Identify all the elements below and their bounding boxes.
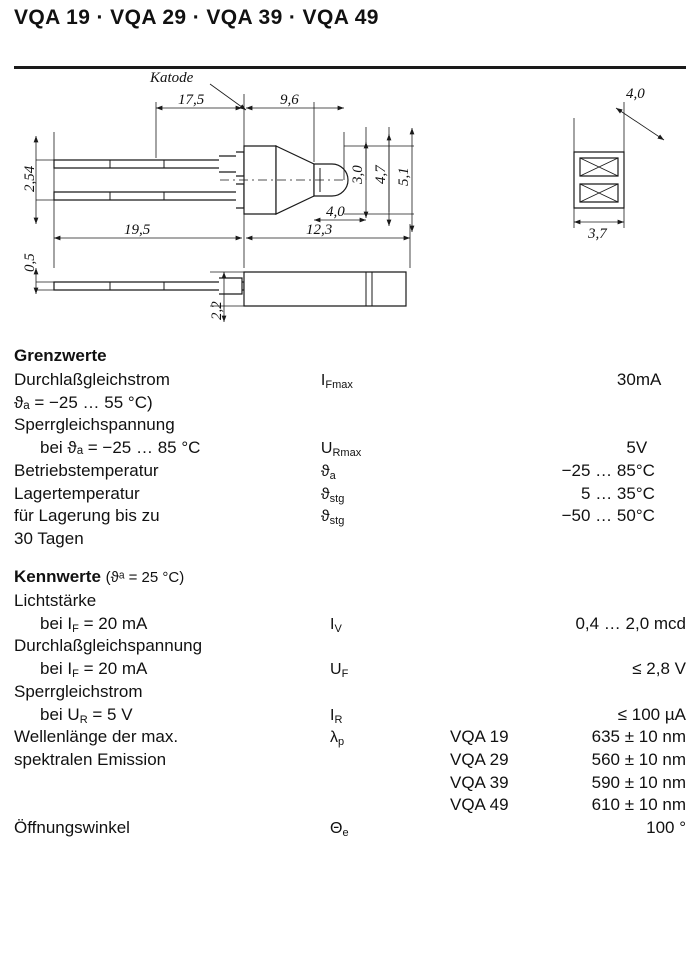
- row-label: bei $I_F = 20$ mA: [40, 613, 148, 635]
- device-type: VQA 39: [450, 772, 509, 792]
- table-row: [14, 528, 686, 551]
- row-symbol: $I_R$: [330, 706, 343, 726]
- grenzwerte-heading: Grenzwerte: [14, 346, 107, 365]
- row-value: 0,4 … 2,0 mcd: [575, 613, 686, 633]
- row-label: Durchlaßgleichstrom: [14, 370, 170, 389]
- row-label: ϑₐ = −25 … 55 °C): [14, 392, 153, 412]
- row-symbol: $ϑ_a$: [320, 462, 336, 482]
- katode-label: Katode: [150, 72, 194, 86]
- dim-19-5: 19,5: [124, 222, 151, 238]
- table-row: [14, 704, 686, 727]
- kennwerte-heading: [14, 567, 686, 587]
- table-row: [14, 590, 686, 613]
- dim-17-5: 17,5: [178, 92, 205, 108]
- page-title: VQA 19 · VQA 29 · VQA 39 · VQA 49: [14, 6, 379, 29]
- device-type: VQA 29: [450, 750, 509, 770]
- row-value: ≤ 2,8 V: [632, 659, 686, 679]
- row-label: spektralen Emission: [14, 750, 167, 770]
- kennwerte-heading-text: Kennwerte: [14, 566, 101, 586]
- table-row: [14, 414, 686, 437]
- table-row: [14, 749, 686, 772]
- table-row: [14, 681, 686, 704]
- kennwerte-table: [14, 590, 686, 840]
- table-row: [14, 369, 686, 392]
- table-row: [14, 460, 686, 483]
- row-label: Durchlaßgleichspannung: [14, 636, 203, 656]
- row-value: 590 ± 10 nm: [591, 772, 686, 792]
- device-type: VQA 49: [450, 795, 509, 815]
- kennwerte-heading-condition: (ϑᵃ = 25 °C): [105, 568, 185, 586]
- table-row: [14, 505, 686, 528]
- row-label: bei $I_F = 20$ mA: [40, 659, 148, 681]
- table-row: [14, 817, 686, 840]
- row-symbol: $\Theta_e$: [330, 820, 349, 840]
- row-unit: mA: [635, 370, 662, 389]
- dim-5-1: 5,1: [396, 167, 412, 186]
- dim-3-0: 3,0: [350, 165, 366, 184]
- dim-4-7: 4,7: [373, 165, 389, 184]
- row-label: 30 Tagen: [14, 529, 84, 549]
- dim-3-7: 3,7: [588, 226, 607, 242]
- row-symbol: $ϑ_{stg}$: [320, 485, 345, 505]
- dim-2-54: 2,54: [22, 165, 38, 192]
- component-drawing: [14, 72, 686, 334]
- row-label: Sperrgleichstrom: [14, 681, 143, 701]
- table-row: [14, 772, 686, 795]
- row-symbol: $ϑ_{stg}$: [320, 508, 345, 528]
- row-label: Betriebstemperatur: [14, 460, 159, 480]
- table-row: [14, 392, 686, 415]
- row-value: −50 … 50: [561, 506, 636, 526]
- row-value: 635 ± 10 nm: [591, 727, 686, 747]
- dim-4-0-top: 4,0: [626, 86, 645, 102]
- row-label: bei $U_R = 5$ V: [40, 704, 133, 726]
- specifications: [14, 346, 686, 840]
- row-label: bei ϑₐ = −25 … 85 °C: [40, 438, 201, 458]
- row-value: −25 … 85: [561, 460, 636, 480]
- row-value: 5: [626, 438, 636, 458]
- row-label: Öffnungswinkel: [14, 818, 130, 838]
- row-symbol: $\lambda_p$: [330, 729, 345, 749]
- row-value: 610 ± 10 nm: [591, 795, 686, 815]
- row-unit: °C: [635, 460, 655, 480]
- dim-12-3: 12,3: [306, 222, 333, 238]
- row-symbol: $I_V$: [330, 615, 342, 635]
- row-value: 5 … 35: [581, 483, 636, 503]
- row-label: Lichtstärke: [14, 590, 97, 610]
- table-row: [14, 613, 686, 636]
- dim-0-5: 0,5: [22, 253, 38, 272]
- row-value: 560 ± 10 nm: [591, 750, 686, 770]
- dim-9-6: 9,6: [280, 92, 299, 108]
- dim-2-2: 2,2: [209, 301, 225, 320]
- grenzwerte-table: [14, 369, 686, 551]
- row-symbol: $I_{Fmax}$: [320, 372, 353, 391]
- row-label: Sperrgleichspannung: [14, 415, 175, 435]
- table-row: [14, 437, 686, 460]
- row-label: Lagertemperatur: [14, 483, 140, 503]
- row-value: ≤ 100 µA: [617, 704, 686, 724]
- row-unit: °C: [635, 506, 655, 526]
- row-value: 100 °: [646, 818, 686, 838]
- row-symbol: $U_{Rmax}$: [320, 440, 362, 460]
- row-symbol: $U_F$: [330, 661, 349, 681]
- title-divider: [14, 66, 686, 69]
- row-unit: V: [635, 438, 648, 458]
- device-type: VQA 19: [450, 727, 509, 747]
- dim-4-0-mid: 4,0: [326, 204, 345, 220]
- row-value: 30: [616, 370, 636, 389]
- table-row: [14, 483, 686, 506]
- row-label: Wellenlänge der max.: [14, 727, 179, 747]
- table-row: [14, 794, 686, 817]
- table-row: [14, 635, 686, 658]
- row-unit: °C: [635, 483, 655, 503]
- table-row: [14, 658, 686, 681]
- row-label: für Lagerung bis zu: [14, 506, 160, 526]
- table-row: [14, 726, 686, 749]
